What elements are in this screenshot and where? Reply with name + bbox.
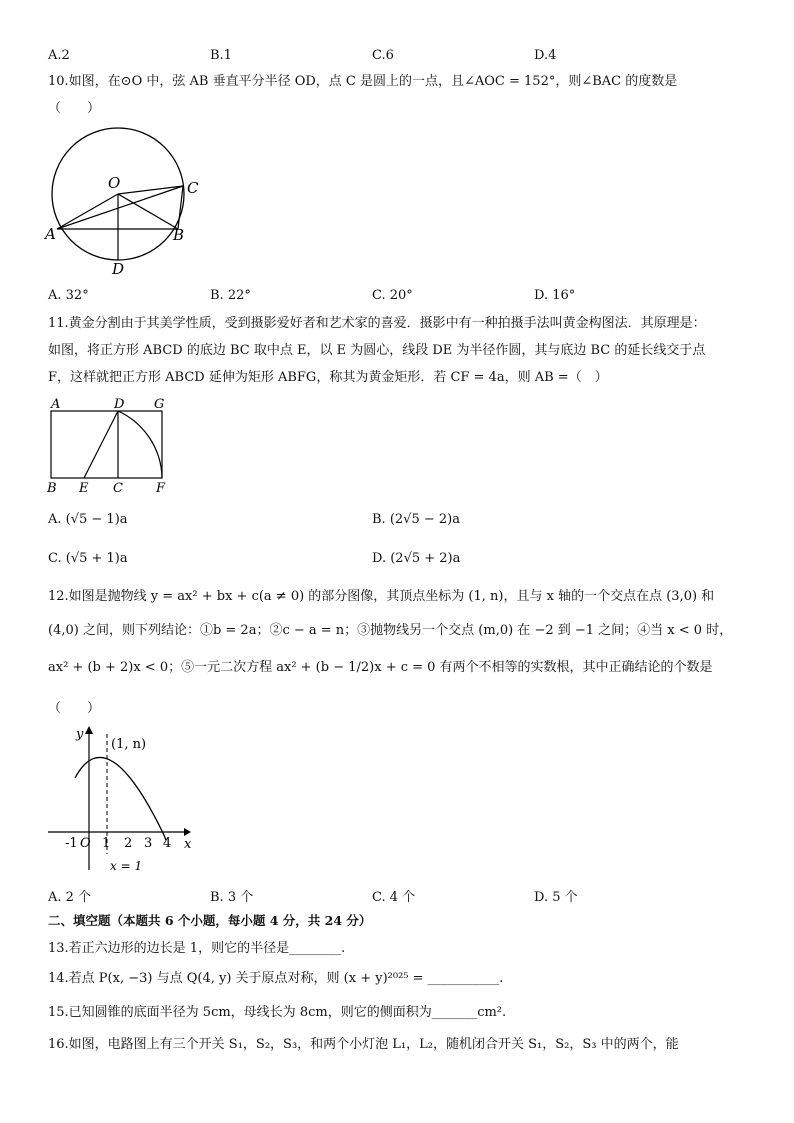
q11-stem-line3: F，这样就把正方形 ABCD 延伸为矩形 ABFG，称其为黄金矩形．若 CF = 4a，则 AB =（ ）: [48, 370, 608, 385]
label-e: E: [79, 481, 89, 496]
label-a: A: [51, 397, 61, 412]
label-d: D: [112, 260, 125, 278]
q12-stem-line2: (4,0) 之间，则下列结论：①b = 2a；②c − a = n；③抛物线另一个交点 (m,0) 在 −2 到 −1 之间；④当 x < 0 时，: [48, 623, 733, 638]
q16-text: 16.如图，电路图上有三个开关 S₁，S₂，S₃，和两个小灯泡 L₁，L₂，随机闭合开关 S₁，S₂，S₃ 中的两个，能: [48, 1037, 679, 1052]
q10-option-a: A. 32°: [48, 288, 89, 303]
label-o: O: [108, 174, 121, 192]
label-b: B: [173, 226, 185, 244]
label-a: A: [45, 225, 56, 243]
q11-option-a: A. (√5 − 1)a: [48, 512, 128, 527]
q9-option-c: C.6: [372, 48, 394, 63]
x-axis-label: x: [184, 837, 192, 852]
q12-blank: （ ）: [48, 701, 101, 716]
tick-origin: O: [80, 836, 91, 851]
q10-blank: （ ）: [48, 101, 101, 116]
q12-option-b: B. 3 个: [210, 890, 254, 905]
tick-4: 4: [163, 836, 172, 851]
tick-2: 2: [124, 836, 133, 851]
q10-option-b: B. 22°: [210, 288, 251, 303]
q12-stem-line1: 12.如图是抛物线 y = ax² + bx + c(a ≠ 0) 的部分图像，其顶点坐标为 (1, n)，且与 x 轴的一个交点在点 (3,0) 和: [48, 589, 715, 604]
q11-option-b: B. (2√5 − 2)a: [372, 512, 460, 527]
label-d: D: [114, 397, 125, 412]
q9-option-d: D.4: [534, 48, 557, 63]
segment-de: [84, 411, 118, 478]
segment-ac: [57, 186, 183, 229]
tick-1: 1: [102, 836, 111, 851]
label-b: B: [47, 481, 57, 496]
segment-oc: [118, 186, 183, 194]
label-f: F: [156, 481, 166, 496]
rectangle-abfg: [51, 411, 162, 478]
label-g: G: [154, 397, 165, 412]
q14-text: 14.若点 P(x, −3) 与点 Q(4, y) 关于原点对称，则 (x + y)²⁰²⁵ = ___________.: [48, 971, 504, 986]
q13-text: 13.若正六边形的边长是 1，则它的半径是________.: [48, 941, 346, 956]
q9-option-b: B.1: [210, 48, 232, 63]
q9-option-a: A.2: [48, 48, 70, 63]
q12-option-d: D. 5 个: [534, 890, 578, 905]
q10-option-c: C. 20°: [372, 288, 413, 303]
q10-circle-figure: [44, 124, 204, 284]
q10-stem: 10.如图，在⊙O 中，弦 AB 垂直平分半径 OD，点 C 是圆上的一点，且∠AOC = 152°，则∠BAC 的度数是: [48, 74, 678, 89]
q11-option-c: C. (√5 + 1)a: [48, 551, 128, 566]
q12-option-a: A. 2 个: [48, 890, 92, 905]
tick-3: 3: [144, 836, 153, 851]
section-heading-fill-in: 二、填空题（本题共 6 个小题，每小题 4 分，共 24 分）: [48, 913, 372, 928]
q15-text: 15.已知圆锥的底面半径为 5cm，母线长为 8cm，则它的侧面积为_______cm².: [48, 1005, 507, 1020]
q10-option-d: D. 16°: [534, 288, 576, 303]
q11-stem-line1: 11.黄金分割由于其美学性质，受到摄影爱好者和艺术家的喜爱．摄影中有一种拍摄手法叫黄金构图法．其原理是：: [48, 316, 706, 331]
tick-neg1: -1: [65, 836, 78, 851]
q11-golden-rectangle-figure: [44, 396, 174, 496]
q12-option-c: C. 4 个: [372, 890, 416, 905]
x-axis-arrow: [184, 828, 191, 836]
q12-stem-line3: ax² + (b + 2)x < 0；⑤一元二次方程 ax² + (b − 1/2)x + c = 0 有两个不相等的实数根，其中正确结论的个数是: [48, 660, 713, 675]
axis-of-symmetry-label: x = 1: [110, 859, 143, 873]
vertex-label: (1, n): [111, 737, 147, 752]
label-c: C: [187, 179, 199, 197]
q11-stem-line2: 如图，将正方形 ABCD 的底边 BC 取中点 E，以 E 为圆心，线段 DE 为半径作圆，其与底边 BC 的延长线交于点: [48, 343, 706, 358]
q11-option-d: D. (2√5 + 2)a: [372, 551, 461, 566]
label-c: C: [113, 481, 123, 496]
q12-parabola-figure: [44, 722, 204, 878]
y-axis-label: y: [76, 727, 84, 742]
arc-df: [118, 411, 162, 478]
y-axis-arrow: [85, 726, 93, 734]
segment-ob: [118, 194, 178, 229]
